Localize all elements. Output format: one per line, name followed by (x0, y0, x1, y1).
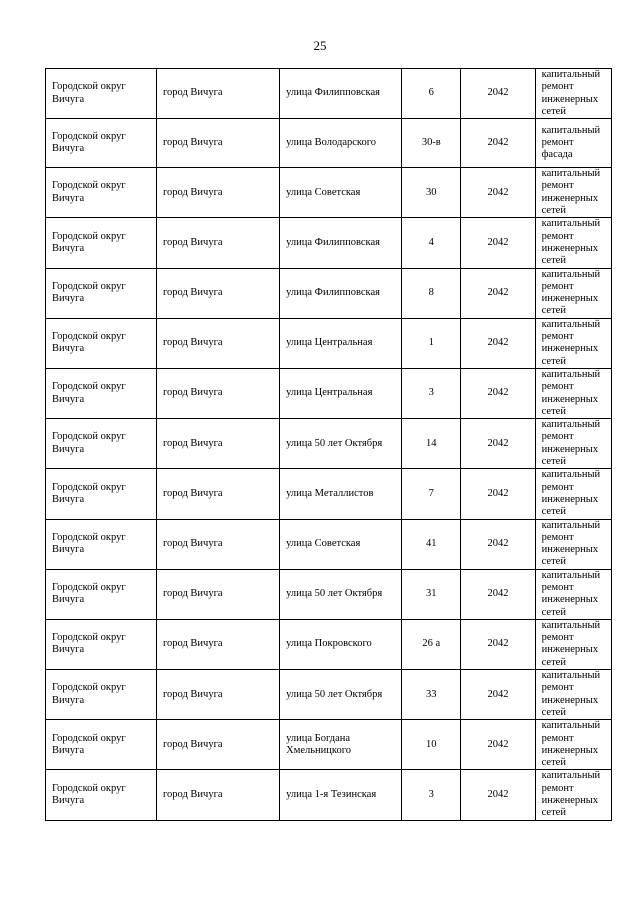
table-row (46, 670, 612, 720)
cell-okrug: Городской округ Вичуга (46, 268, 157, 318)
cell-year: 2042 (461, 519, 535, 569)
cell-house-number: 3 (402, 368, 461, 418)
cell-year: 2042 (461, 119, 535, 168)
cell-city: город Вичуга (156, 218, 279, 268)
cell-city: город Вичуга (156, 69, 279, 119)
table-row (46, 569, 612, 619)
cell-okrug: Городской округ Вичуга (46, 469, 157, 519)
cell-year: 2042 (461, 569, 535, 619)
cell-okrug: Городской округ Вичуга (46, 419, 157, 469)
cell-year: 2042 (461, 368, 535, 418)
cell-house-number: 14 (402, 419, 461, 469)
table-row (46, 318, 612, 368)
cell-city: город Вичуга (156, 469, 279, 519)
cell-okrug: Городской округ Вичуга (46, 619, 157, 669)
table-row (46, 770, 612, 820)
table-row (46, 218, 612, 268)
cell-okrug: Городской округ Вичуга (46, 569, 157, 619)
cell-work-type: капитальный ремонт инженерных сетей (535, 69, 611, 119)
cell-work-type: капитальный ремонт инженерных сетей (535, 569, 611, 619)
cell-street: улица Центральная (280, 368, 402, 418)
cell-work-type: капитальный ремонт инженерных сетей (535, 218, 611, 268)
cell-street: улица 50 лет Октября (280, 569, 402, 619)
cell-work-type: капитальный ремонт инженерных сетей (535, 368, 611, 418)
cell-okrug: Городской округ Вичуга (46, 119, 157, 168)
cell-city: город Вичуга (156, 619, 279, 669)
cell-street: улица Советская (280, 168, 402, 218)
cell-work-type: капитальный ремонт инженерных сетей (535, 318, 611, 368)
cell-street: улица Филипповская (280, 69, 402, 119)
cell-house-number: 8 (402, 268, 461, 318)
cell-city: город Вичуга (156, 770, 279, 820)
cell-street: улица Богдана Хмельницкого (280, 720, 402, 770)
cell-work-type: капитальный ремонт фасада (535, 119, 611, 168)
cell-city: город Вичуга (156, 419, 279, 469)
cell-okrug: Городской округ Вичуга (46, 770, 157, 820)
cell-house-number: 6 (402, 69, 461, 119)
cell-house-number: 1 (402, 318, 461, 368)
cell-city: город Вичуга (156, 368, 279, 418)
cell-street: улица Покровского (280, 619, 402, 669)
cell-work-type: капитальный ремонт инженерных сетей (535, 419, 611, 469)
cell-street: улица 50 лет Октября (280, 419, 402, 469)
cell-okrug: Городской округ Вичуга (46, 168, 157, 218)
cell-year: 2042 (461, 720, 535, 770)
cell-street: улица Филипповская (280, 218, 402, 268)
table-row (46, 469, 612, 519)
table-row (46, 619, 612, 669)
cell-house-number: 31 (402, 569, 461, 619)
cell-okrug: Городской округ Вичуга (46, 670, 157, 720)
cell-city: город Вичуга (156, 268, 279, 318)
cell-house-number: 7 (402, 469, 461, 519)
cell-house-number: 30-в (402, 119, 461, 168)
cell-work-type: капитальный ремонт инженерных сетей (535, 469, 611, 519)
cell-street: улица Центральная (280, 318, 402, 368)
cell-city: город Вичуга (156, 670, 279, 720)
table-row (46, 368, 612, 418)
cell-year: 2042 (461, 268, 535, 318)
cell-work-type: капитальный ремонт инженерных сетей (535, 619, 611, 669)
cell-work-type: капитальный ремонт инженерных сетей (535, 268, 611, 318)
cell-work-type: капитальный ремонт инженерных сетей (535, 519, 611, 569)
cell-city: город Вичуга (156, 168, 279, 218)
cell-year: 2042 (461, 670, 535, 720)
cell-okrug: Городской округ Вичуга (46, 69, 157, 119)
cell-work-type: капитальный ремонт инженерных сетей (535, 770, 611, 820)
cell-house-number: 4 (402, 218, 461, 268)
table-row (46, 419, 612, 469)
cell-house-number: 33 (402, 670, 461, 720)
cell-house-number: 3 (402, 770, 461, 820)
cell-street: улица Советская (280, 519, 402, 569)
cell-house-number: 30 (402, 168, 461, 218)
cell-city: город Вичуга (156, 720, 279, 770)
table-row (46, 268, 612, 318)
cell-street: улица 1-я Тезинская (280, 770, 402, 820)
table-row (46, 69, 612, 119)
cell-year: 2042 (461, 619, 535, 669)
cell-street: улица Филипповская (280, 268, 402, 318)
cell-city: город Вичуга (156, 318, 279, 368)
cell-okrug: Городской округ Вичуга (46, 368, 157, 418)
cell-street: улица Металлистов (280, 469, 402, 519)
page-number: 25 (313, 38, 327, 53)
cell-okrug: Городской округ Вичуга (46, 318, 157, 368)
cell-work-type: капитальный ремонт инженерных сетей (535, 168, 611, 218)
cell-street: улица 50 лет Октября (280, 670, 402, 720)
cell-okrug: Городской округ Вичуга (46, 218, 157, 268)
cell-city: город Вичуга (156, 119, 279, 168)
cell-year: 2042 (461, 770, 535, 820)
cell-work-type: капитальный ремонт инженерных сетей (535, 670, 611, 720)
table-row (46, 119, 612, 168)
table-body (46, 69, 612, 821)
cell-year: 2042 (461, 218, 535, 268)
cell-city: город Вичуга (156, 569, 279, 619)
cell-city: город Вичуга (156, 519, 279, 569)
table-row (46, 168, 612, 218)
cell-okrug: Городской округ Вичуга (46, 720, 157, 770)
cell-street: улица Володарского (280, 119, 402, 168)
cell-work-type: капитальный ремонт инженерных сетей (535, 720, 611, 770)
cell-year: 2042 (461, 469, 535, 519)
cell-year: 2042 (461, 168, 535, 218)
cell-okrug: Городской округ Вичуга (46, 519, 157, 569)
cell-year: 2042 (461, 419, 535, 469)
cell-house-number: 10 (402, 720, 461, 770)
cell-year: 2042 (461, 318, 535, 368)
table-row (46, 720, 612, 770)
table-row (46, 519, 612, 569)
repair-registry-table (45, 68, 612, 821)
cell-house-number: 41 (402, 519, 461, 569)
cell-house-number: 26 а (402, 619, 461, 669)
cell-year: 2042 (461, 69, 535, 119)
